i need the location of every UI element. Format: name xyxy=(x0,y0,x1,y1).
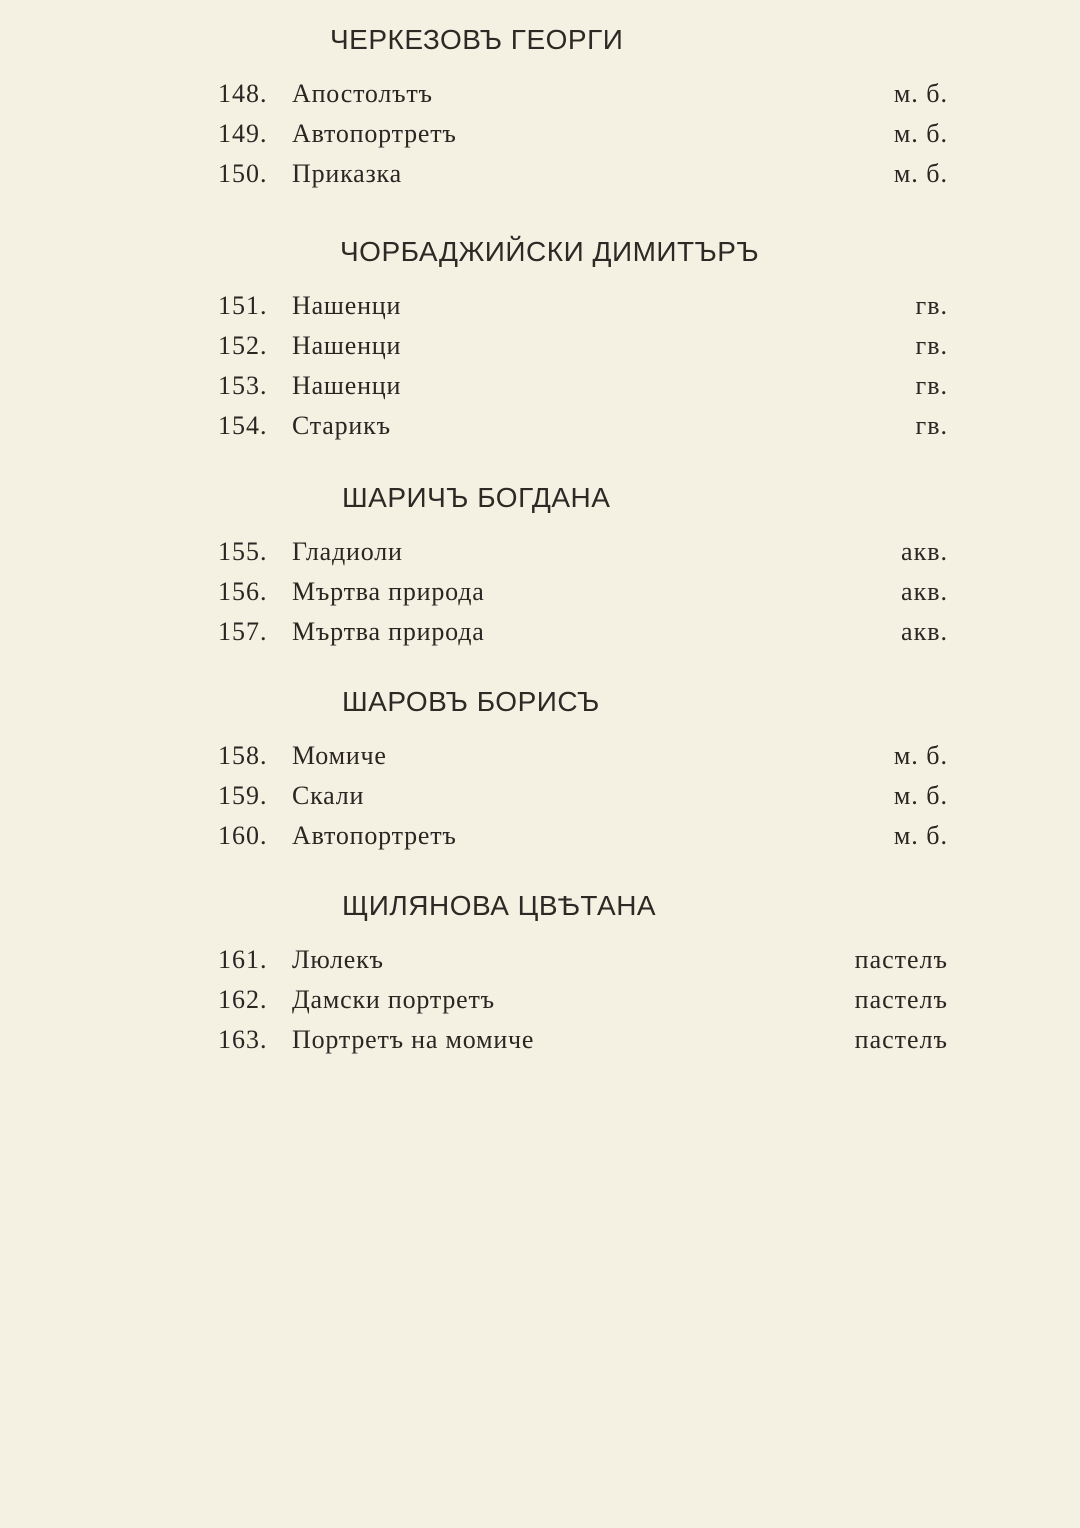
catalog-entry xyxy=(218,980,948,1020)
entry-medium: гв. xyxy=(915,331,948,360)
entry-medium: акв. xyxy=(901,577,948,606)
entry-medium: м. б. xyxy=(893,821,948,850)
catalog-entry xyxy=(218,776,948,816)
entry-medium: м. б. xyxy=(893,119,948,148)
artist-section xyxy=(218,682,948,856)
entry-medium: м. б. xyxy=(893,159,948,188)
artist-section xyxy=(218,886,948,1060)
entry-medium: пастелъ xyxy=(854,945,948,974)
entry-title: Люлекъ xyxy=(292,945,384,974)
entry-medium: акв. xyxy=(901,537,948,566)
entry-number: 155. xyxy=(218,537,268,566)
entry-number: 152. xyxy=(218,331,268,360)
catalog-entry xyxy=(218,286,948,326)
catalog-entry xyxy=(218,326,948,366)
artist-heading: ЩИЛЯНОВА ЦВѢТАНА xyxy=(342,890,657,921)
entry-title: Апостолътъ xyxy=(292,79,433,108)
entry-title: Мъртва природа xyxy=(292,617,485,646)
catalog-entry xyxy=(218,816,948,856)
entry-medium: м. б. xyxy=(893,79,948,108)
entry-medium: пастелъ xyxy=(854,985,948,1014)
entry-number: 159. xyxy=(218,781,268,810)
catalog-entry xyxy=(218,612,948,652)
entry-title: Момиче xyxy=(292,741,387,770)
entry-number: 151. xyxy=(218,291,268,320)
entry-number: 162. xyxy=(218,985,268,1014)
entry-title: Портретъ на момиче xyxy=(292,1025,535,1054)
entry-title: Скали xyxy=(292,781,365,810)
entry-medium: гв. xyxy=(915,291,948,320)
entry-number: 163. xyxy=(218,1025,268,1054)
catalog-entry xyxy=(218,940,948,980)
artist-heading: ШАРОВЪ БОРИСЪ xyxy=(342,686,600,717)
catalog-entry xyxy=(218,736,948,776)
entry-title: Дамски портретъ xyxy=(292,985,495,1014)
artist-section xyxy=(218,20,948,194)
entry-title: Нашенци xyxy=(292,371,402,400)
entry-medium: пастелъ xyxy=(854,1025,948,1054)
entry-number: 156. xyxy=(218,577,268,606)
entry-medium: м. б. xyxy=(893,781,948,810)
entry-number: 148. xyxy=(218,79,268,108)
artist-heading: ШАРИЧЪ БОГДАНА xyxy=(342,482,611,513)
entry-number: 158. xyxy=(218,741,268,770)
artist-section xyxy=(218,478,948,652)
entry-number: 149. xyxy=(218,119,268,148)
catalog-entry xyxy=(218,366,948,406)
entry-number: 160. xyxy=(218,821,268,850)
catalog-entry xyxy=(218,532,948,572)
entry-title: Нашенци xyxy=(292,331,402,360)
entry-medium: гв. xyxy=(915,371,948,400)
entry-title: Нашенци xyxy=(292,291,402,320)
artist-section xyxy=(218,232,948,446)
catalog-entry xyxy=(218,74,948,114)
entry-title: Приказка xyxy=(292,159,402,188)
artist-heading: ЧОРБАДЖИЙСКИ ДИМИТЪРЪ xyxy=(340,236,760,267)
entry-number: 150. xyxy=(218,159,268,188)
entry-medium: гв. xyxy=(915,411,948,440)
entry-title: Мъртва природа xyxy=(292,577,485,606)
artist-heading: ЧЕРКЕЗОВЪ ГЕОРГИ xyxy=(330,24,624,55)
entry-number: 161. xyxy=(218,945,268,974)
entry-title: Автопортретъ xyxy=(292,119,457,148)
entry-number: 157. xyxy=(218,617,268,646)
catalog-entry xyxy=(218,572,948,612)
catalog-entry xyxy=(218,406,948,446)
catalog-entry xyxy=(218,114,948,154)
entry-title: Автопортретъ xyxy=(292,821,457,850)
entry-title: Старикъ xyxy=(292,411,391,440)
entry-title: Гладиоли xyxy=(292,537,403,566)
entry-number: 154. xyxy=(218,411,268,440)
catalog-entry xyxy=(218,1020,948,1060)
entry-number: 153. xyxy=(218,371,268,400)
entry-medium: м. б. xyxy=(893,741,948,770)
entry-medium: акв. xyxy=(901,617,948,646)
catalog-entry xyxy=(218,154,948,194)
